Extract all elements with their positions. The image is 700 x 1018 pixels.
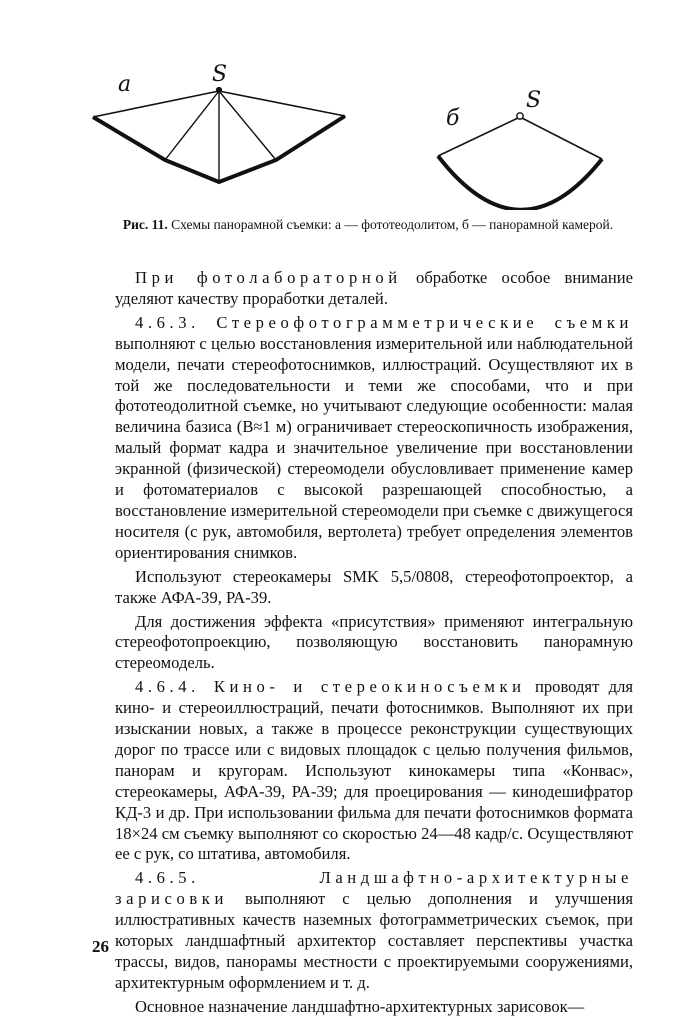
paragraph-lead: 4.6.3. Стереофотограмметрические съемки [135,312,633,332]
paragraph-text: выполняют с целью дополнения и улучшения иллюстративных качеств наземных фотограмметрических съемок, при которых ландшафтный архитектор составляет перспективы участка трассы, видов, панорамы местности с проектируемыми сооружениями, архитектурным оформлением и т. д. [115,889,633,992]
scheme-a [93,87,345,182]
label-b: б [446,106,460,131]
caption-text: Схемы панорамной съемки: а — фототеодолитом, б — панорамной камерой. [171,217,614,232]
page-number: 26 [92,937,109,956]
label-s-b: S [526,88,542,113]
scheme-b [438,113,602,210]
label-a: a [118,72,132,97]
body-text [115,268,633,1018]
paragraph-text: Основное назначение ландшафтно-архитектурных зарисовок— [135,996,585,1016]
figure-panoramic-schemes [0,0,700,210]
panorama-diagram [0,0,700,210]
paragraph-text: Для достижения эффекта «присутствия» применяют интегральную стереофотопроекцию, позволяющую восстановить панорамную стереомодель. [115,611,633,673]
paragraph [115,677,633,865]
label-s-a: S [212,62,228,87]
paragraph-text: выполняют с целью восстановления измерительной или наблюдательной модели, печати стереофотоснимков, иллюстраций. Осуществляют их в той же последовательности и теми же способами, что и при фототеодолитной съемке, но учитывают следующие особенности: малая величина базиса (B≈1 м) ограничивает стереоскопичность изображения, малый формат кадра и значительное увеличение при восстановлении экранной (физической) стереомодели обусловливает применение камер и фотоматериалов с высокой разрешающей способностью, а восстановление измерительной стереомодели при съемке с движущегося носителя (с рук, автомобиля, вертолета) требует определения элементов ориентирования снимков. [115,333,633,562]
paragraph [115,313,633,564]
paragraph [115,868,633,993]
caption-prefix: Рис. 11. [122,217,168,232]
paragraph-text: Используют стереокамеры SMK 5,5/0808, стереофотопроектор, а также АФА-39, РА-39. [115,566,633,607]
paragraph [115,997,633,1018]
paragraph [115,268,633,310]
paragraph-text: обработке особое внимание уделяют качеству проработки деталей. [115,268,633,308]
paragraph-lead: 4.6.5. Ландшафтно-архитектурные зарисовки [115,868,633,909]
paragraph-text: проводят для кино- и стереоиллюстраций, печати фотоснимков. Выполняют их при изыскании новых, а также в процессе реконструкции существующих дорог по трассе или с видовых площадок с целью получения фильмов, панорам и кругорам. Используют кинокамеры типа «Конвас», стереокамеры, АФА-39, РА-39; для проецирования — кинодешифратор КД-3 и др. При использовании фильма для печати фотоснимков формата 18×24 см съемку выполняют со скоростью 24—48 кадр/с. Осуществляют ее с рук, со штатива, автомобиля. [115,677,633,864]
paragraph [115,612,633,675]
paragraph [115,567,633,609]
paragraph-lead: 4.6.4. Кино- и стереокиносъемки [135,677,526,697]
paragraph-lead: При фотолабораторной [135,268,402,287]
figure-caption [118,216,618,233]
